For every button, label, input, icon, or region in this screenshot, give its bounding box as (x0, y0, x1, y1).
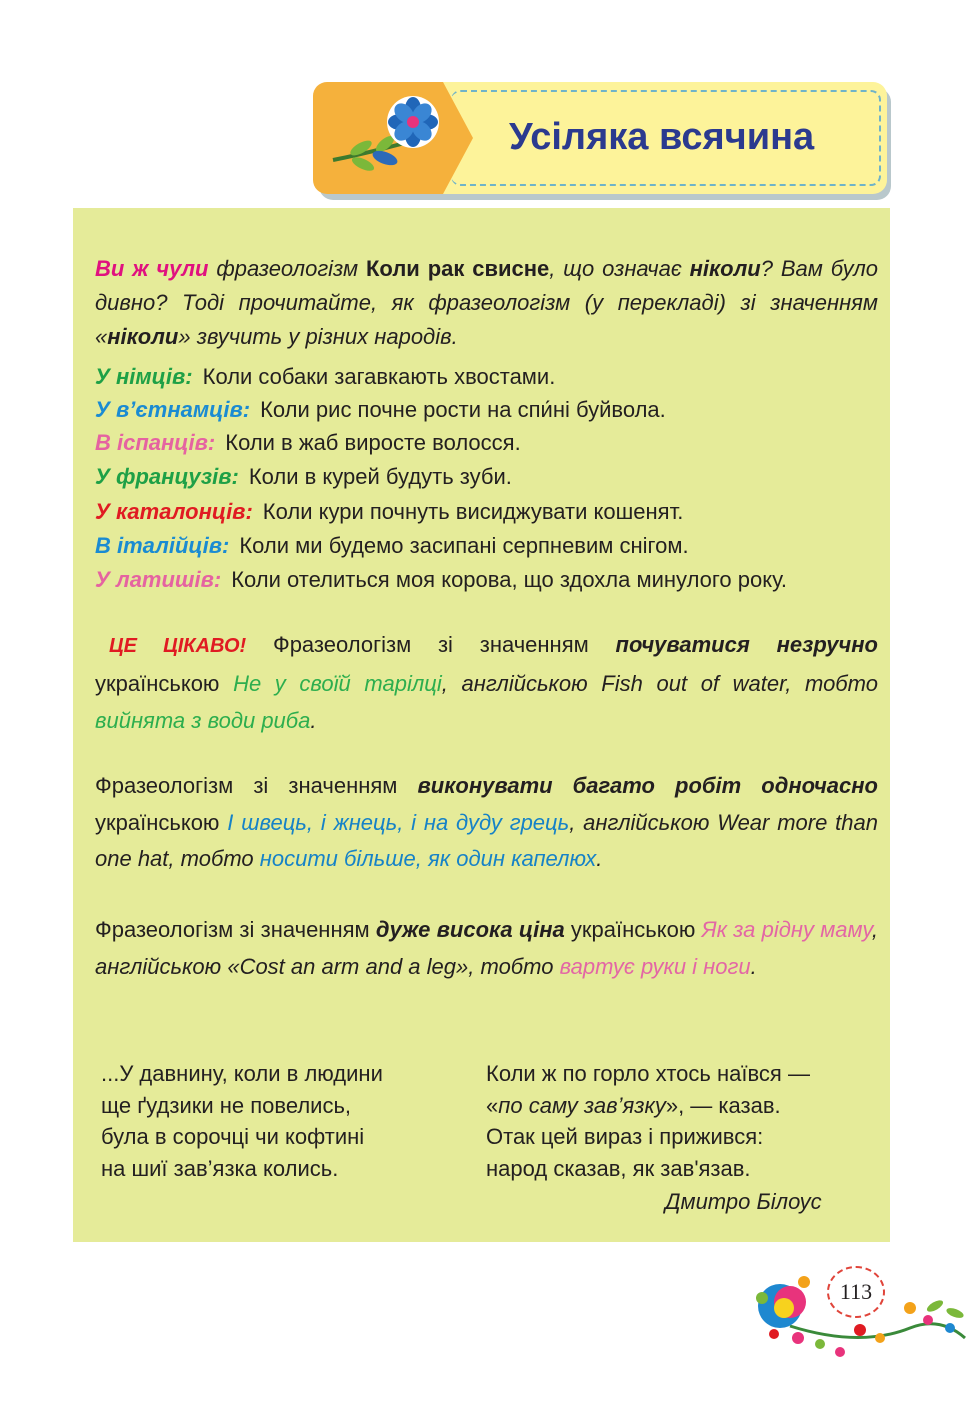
para3-text-5: . (750, 953, 757, 979)
intro-never-1: ніколи (689, 256, 761, 281)
people-text: Коли ми будемо засипані серпневим снігом. (239, 533, 689, 558)
poem-quote-close: », — казав. (665, 1092, 781, 1118)
para2-text-1: Фразеологізм зі значенням (95, 773, 418, 798)
people-row-spanish (95, 426, 521, 460)
phraseology-paragraph-2 (95, 768, 878, 878)
poem-line: на шиї зав’язка колись. (101, 1155, 339, 1181)
poem-line: Коли ж по горло хтось наївся — (486, 1061, 810, 1086)
interesting-paragraph (95, 626, 878, 739)
intro-text-3: ? Вам було дивно? Тоді прочитайте, як фразеологізм ( (95, 256, 878, 315)
para2-ukr-idiom: І швець, і жнець, і на дуду грець (227, 809, 570, 835)
people-text: Коли кури почнуть висиджувати кошенят. (262, 499, 684, 524)
people-row-catalans (95, 495, 683, 529)
para3-text-3: , англійською « (95, 917, 878, 979)
poem-right-column (486, 1058, 810, 1184)
people-row-germans (95, 360, 555, 394)
page-number: 113 (827, 1266, 885, 1318)
para2-text-3: , англійською Wear more than one hat, тобто (95, 809, 878, 871)
para3-text-4: », тобто (456, 953, 560, 979)
para3-ukr-idiom: Як за рідну маму (701, 917, 872, 942)
para2-text-4: . (596, 846, 603, 871)
para2-translation: носити більше, як один капелюх (259, 846, 597, 871)
page-title: Усіляка всячина (509, 116, 815, 158)
intro-lead: Ви ж чули (95, 256, 209, 281)
poem-left-column (101, 1058, 383, 1184)
intro-text-2: , що означає (549, 256, 690, 281)
intro-never-2: ніколи (107, 324, 179, 349)
para3-translation: вартує руки і ноги (559, 953, 751, 979)
para3-eng-idiom: Cost an arm and a leg (239, 953, 457, 979)
intro-translation: у перекладі (592, 290, 719, 315)
people-label: У французів: (95, 464, 239, 489)
para3-text-2: українською (564, 917, 702, 942)
para3-text-1: Фразеологізм зі значенням (95, 917, 376, 942)
intro-paragraph (95, 252, 878, 354)
people-row-italians (95, 529, 689, 563)
people-text: Коли отелиться моя корова, що здохла минулого року. (231, 567, 788, 592)
para3-meaning: дуже висока ціна (375, 917, 565, 942)
people-row-latvians (95, 563, 787, 597)
people-label: У каталонців: (95, 499, 253, 524)
interesting-translation: вийнята з води риба (95, 708, 311, 733)
header-banner (313, 82, 891, 198)
poem-line: була в сорочці чи кофтині (101, 1124, 365, 1149)
intro-text-1: фразеологізм (208, 256, 366, 281)
phraseology-paragraph-3 (95, 912, 878, 985)
poem-line: Отак цей вираз і прижився: (486, 1124, 764, 1149)
people-label: В італійців: (95, 533, 230, 558)
people-text: Коли рис почне рости на спи́ні буйвола. (260, 397, 666, 422)
interesting-text-2: українською (95, 671, 234, 696)
para2-text-2: українською (95, 809, 228, 835)
interesting-ukr-idiom: Не у своїй тарілці (233, 671, 442, 696)
people-label: У в’єтнамців: (95, 397, 251, 422)
intro-idiom: Коли рак свисне (366, 256, 550, 281)
people-row-vietnamese (95, 393, 666, 427)
people-label: В іспанців: (95, 430, 216, 455)
interesting-lead: ЦЕ ЦІКАВО! (109, 635, 247, 657)
interesting-text-1: Фразеологізм зі значенням (246, 632, 616, 657)
intro-text-5: » звучить у різних народів. (178, 324, 458, 349)
interesting-text-3: , англійською Fish out of water, тобто (441, 671, 878, 696)
poem-line (486, 1090, 810, 1122)
poem-quote-open: « (486, 1092, 499, 1118)
people-text: Коли в жаб виросте волосся. (225, 430, 521, 455)
para2-meaning: виконувати багато робіт одночасно (417, 773, 878, 798)
intro-text-4: ) зі значенням « (95, 290, 879, 349)
people-text: Коли собаки загавкають хвостами. (202, 364, 556, 389)
people-row-french (95, 460, 512, 494)
people-text: Коли в курей будуть зуби. (248, 464, 512, 489)
people-label: У німців: (95, 364, 193, 389)
poem-author: Дмитро Білоус (665, 1189, 822, 1214)
people-label: У латишів: (95, 567, 222, 592)
interesting-text-4: . (310, 708, 317, 733)
poem-line: народ сказав, як зав'язав. (486, 1155, 751, 1181)
poem-line: ще ґудзики не повелись, (101, 1092, 352, 1118)
poem-line: ...У давнину, коли в людини (101, 1061, 383, 1086)
interesting-meaning: почуватися незручно (615, 632, 878, 657)
poem-quoted-phrase: по саму зав’язку (498, 1092, 666, 1118)
